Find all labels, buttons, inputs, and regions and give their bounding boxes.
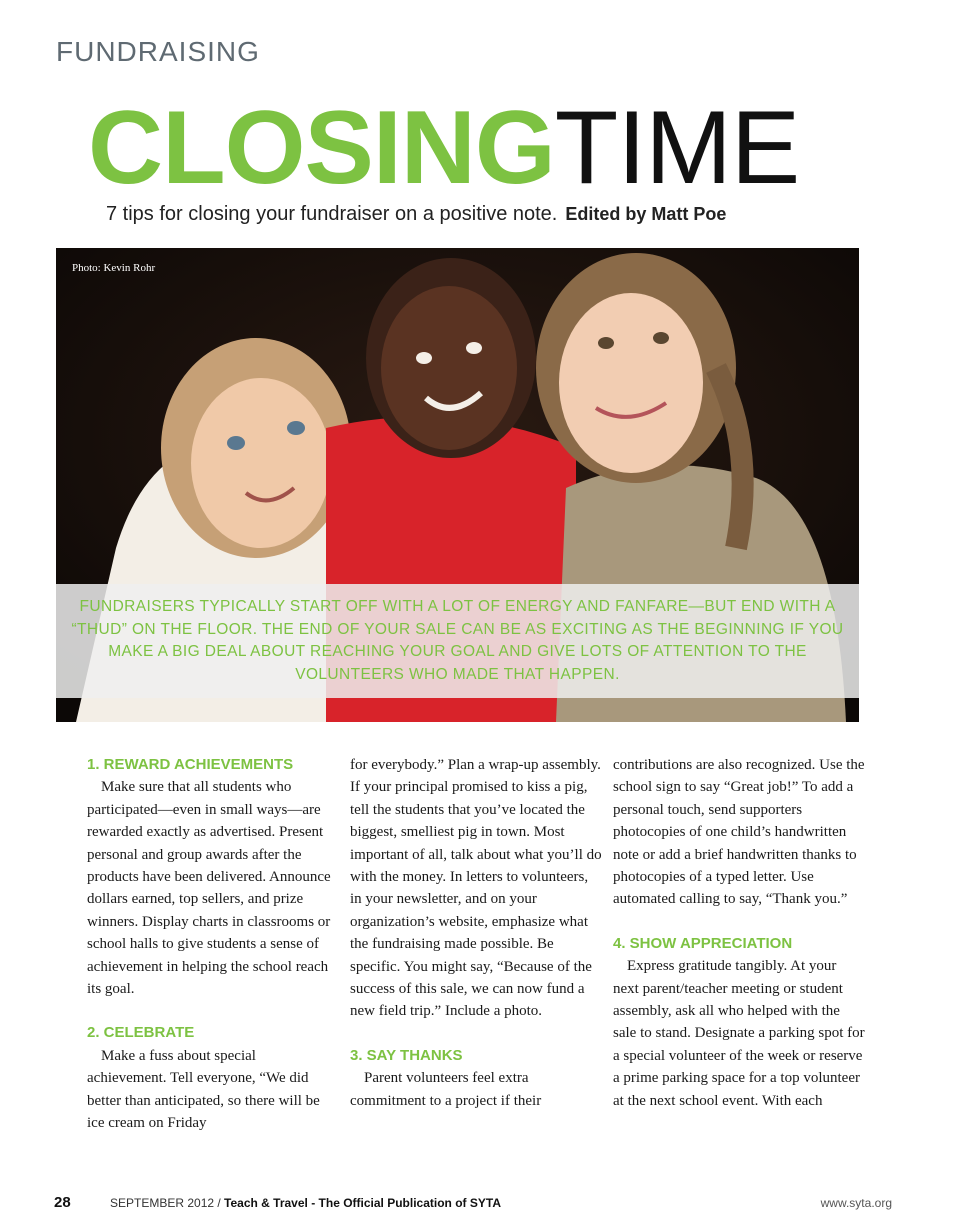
tip-2-text: Make a fuss about special achievement. Tell everyone, “We did better than anticipated, so there will be ice cream on Friday (87, 1047, 320, 1132)
tip-1-text: Make sure that all students who participated—even in small ways—are rewarded exactly as advertised. Present personal and group awards after the products have been delivered. Announce dollars earned, top sellers, and prize winners. Display charts in classrooms or school halls to give students a sense of achievement in helping the school reach its goal. (87, 779, 331, 998)
publication-name: Teach & Travel - The Official Publication of SYTA (224, 1196, 501, 1210)
tip-3-body (350, 1067, 602, 1112)
tip-2-continued: for everybody.” Plan a wrap-up assembly. If your principal promised to kiss a pig, tell the students that you’ve located the biggest, smelliest pig in town. Most important of all, talk about what you’ll do with the money. In letters to volunteers, in your newsletter, and on your organization’s website, emphasize what the fundraising made possible. Be specific. You might say, “Because of the success of this sale, we can now fund a new field trip.” Include a photo. (350, 757, 602, 1020)
tip-2-heading: 2. CELEBRATE (87, 1024, 195, 1042)
tip-4-text: Express gratitude tangibly. At your next parent/teacher meeting or student assembly, ask all who helped with the sale to stand. Designate a parking spot for a special volunteer of the week or reserve a prime parking space for a top volunteer at the next school event. With each (613, 958, 865, 1109)
photo-credit: Photo: Kevin Rohr (72, 262, 156, 274)
column-1 (87, 754, 339, 1157)
tip-3-continued: contributions are also recognized. Use the school sign to say “Great job!” To add a personal touch, send supporters photocopies of one child’s handwritten note or add a brief handwritten thanks to photocopies of a typed letter. Use automated calling to say, “Thank you.” (613, 757, 865, 908)
headline-part-time: TIME (554, 90, 800, 206)
headline-part-closing: CLOSING (88, 90, 555, 206)
footer-date: SEPTEMBER 2012 / (110, 1196, 225, 1210)
tip-1-body (87, 776, 339, 1000)
pull-quote: FUNDRAISERS TYPICALLY START OFF WITH A LOT OF ENERGY AND FANFARE—BUT END WITH A “THUD” ON THE FLOOR. THE END OF YOUR SALE CAN BE AS EXCITING AS THE BEGINNING IF YOU MAKE A BIG DEAL ABOUT REACHING YOUR GOAL AND GIVE LOTS OF ATTENTION TO THE VOLUNTEERS WHO MADE THAT HAPPEN. (56, 584, 859, 698)
column-2 (350, 754, 602, 1134)
page-number: 28 (54, 1194, 71, 1211)
section-label: FUNDRAISING (56, 36, 260, 67)
footer-publication (110, 1196, 501, 1210)
column-3 (613, 754, 865, 1134)
feature-photo (56, 248, 859, 722)
footer-url[interactable]: www.syta.org (820, 1196, 892, 1210)
tip-4-body (613, 955, 865, 1112)
subhead-text: 7 tips for closing your fundraiser on a positive note. (106, 203, 558, 225)
subhead (106, 203, 726, 226)
page-footer (0, 1192, 960, 1216)
tip-1-heading: 1. REWARD ACHIEVEMENTS (87, 756, 294, 773)
headline (88, 90, 888, 206)
tip-2-body (87, 1045, 339, 1135)
byline: Edited by Matt Poe (565, 204, 727, 224)
tip-3-heading: 3. SAY THANKS (350, 1046, 463, 1064)
tip-4-heading: 4. SHOW APPRECIATION (613, 934, 793, 952)
tip-3-text: Parent volunteers feel extra commitment to a project if their (350, 1070, 542, 1109)
